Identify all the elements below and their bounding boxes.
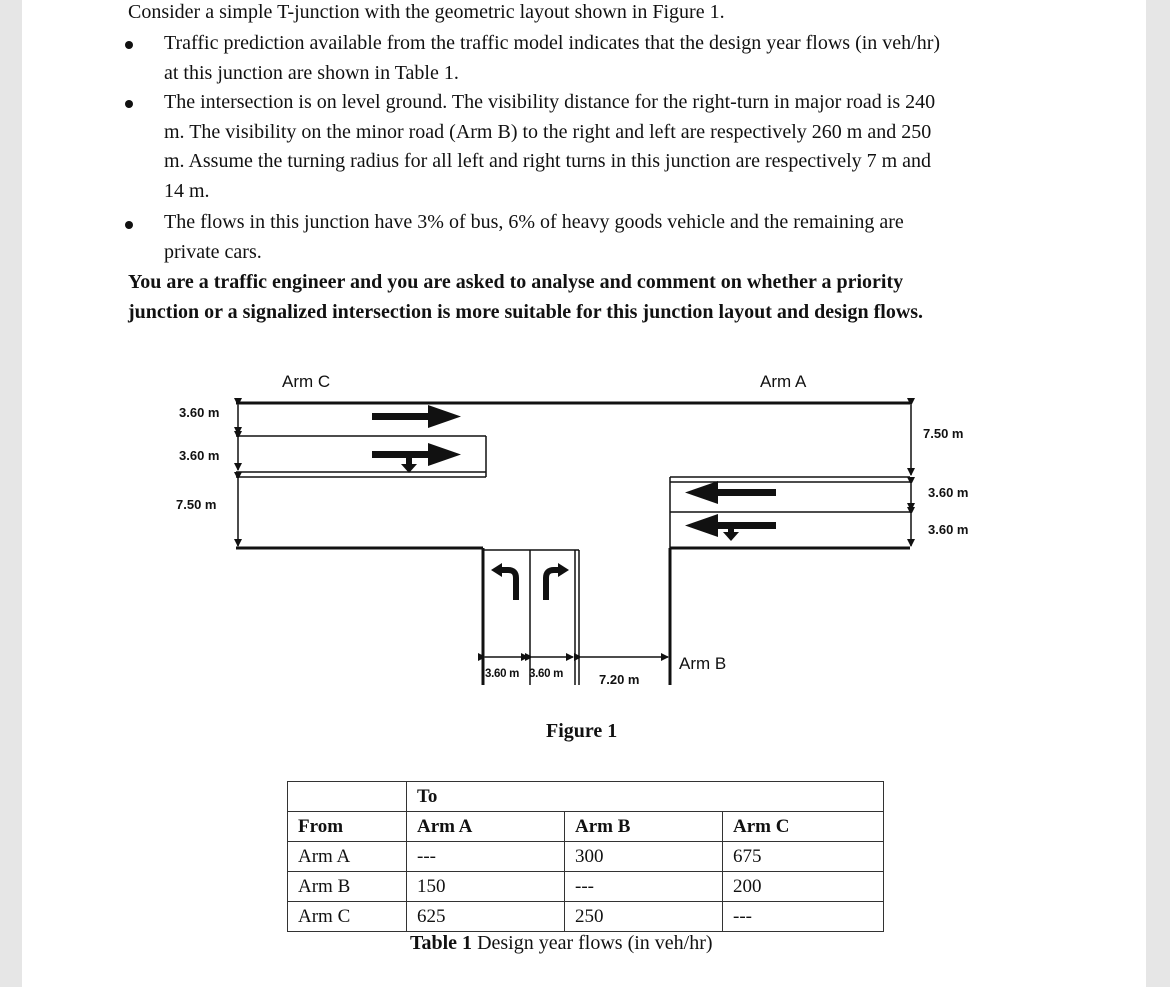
dimension-label: 3.60 m bbox=[179, 405, 220, 420]
text-line: junction or a signalized intersection is more suitable for this junction layout and design flows. bbox=[128, 300, 924, 323]
text-line: 14 m. bbox=[164, 179, 210, 202]
text-line: The flows in this junction have 3% of bus, 6% of heavy goods vehicle and the remaining are bbox=[164, 211, 904, 233]
table-cell: 625 bbox=[407, 902, 565, 932]
table-caption bbox=[410, 932, 713, 955]
lane-arrow-straight-right bbox=[685, 514, 776, 541]
lane-arrow-right-turn bbox=[546, 563, 569, 600]
table-cell: 200 bbox=[723, 872, 884, 902]
table-row bbox=[288, 872, 884, 902]
dimension-label: 7.20 m bbox=[599, 672, 640, 687]
dimension-label: 3.60 m bbox=[179, 448, 220, 463]
lane-arrow-straight-right bbox=[372, 443, 461, 473]
table-cell: --- bbox=[565, 872, 723, 902]
intro-text: Consider a simple T-junction with the geometric layout shown in Figure 1. bbox=[128, 1, 725, 23]
text-line: Traffic prediction available from the traffic model indicates that the design year flows (in veh/hr) bbox=[164, 32, 941, 54]
lane-arrow-left-turn bbox=[491, 563, 516, 600]
arm-b-label: Arm B bbox=[679, 654, 727, 673]
table-row bbox=[288, 782, 884, 812]
lane-arrow-straight-left bbox=[685, 481, 776, 504]
table-header-cell: Arm B bbox=[565, 812, 723, 842]
text-line: You are a traffic engineer and you are asked to analyse and comment on whether a priority bbox=[128, 271, 904, 293]
dimension-label: 7.50 m bbox=[176, 497, 217, 512]
figure-caption: Figure 1 bbox=[546, 720, 618, 742]
table-caption-text: Design year flows (in veh/hr) bbox=[472, 932, 713, 954]
table-row bbox=[288, 842, 884, 872]
table-row bbox=[288, 812, 884, 842]
table-cell bbox=[288, 782, 407, 812]
dimension-label: 3.60 m bbox=[928, 522, 969, 537]
table-cell: 150 bbox=[407, 872, 565, 902]
table-header-cell: Arm C bbox=[723, 812, 884, 842]
flows-table bbox=[287, 781, 884, 932]
text-line: at this junction are shown in Table 1. bbox=[164, 61, 459, 84]
text-line: private cars. bbox=[164, 240, 262, 263]
dimension-label: 3.60 m bbox=[485, 668, 520, 680]
table-cell: 300 bbox=[565, 842, 723, 872]
dimension-label: 3.60 m bbox=[928, 485, 969, 500]
text-line: m. Assume the turning radius for all left and right turns in this junction are respectively 7 m and bbox=[164, 150, 932, 173]
dimension-label: 7.50 m bbox=[923, 426, 964, 441]
table-cell: --- bbox=[407, 842, 565, 872]
table-row bbox=[288, 902, 884, 932]
to-header: To bbox=[407, 782, 884, 812]
table-cell: Arm A bbox=[288, 842, 407, 872]
table-cell: Arm C bbox=[288, 902, 407, 932]
dimension-label: 3.60 m bbox=[529, 668, 564, 680]
text-line: m. The visibility on the minor road (Arm B) to the right and left are respectively 260 m and 250 bbox=[164, 120, 932, 143]
table-cell: 675 bbox=[723, 842, 884, 872]
text-line: The intersection is on level ground. The visibility distance for the right-turn in major road is 240 bbox=[164, 91, 936, 113]
arm-c-label: Arm C bbox=[282, 372, 331, 391]
table-cell: --- bbox=[723, 902, 884, 932]
arm-a-label: Arm A bbox=[760, 372, 807, 391]
table-cell: 250 bbox=[565, 902, 723, 932]
table-caption-number: Table 1 bbox=[410, 932, 473, 954]
table-cell: Arm B bbox=[288, 872, 407, 902]
table-header-cell: From bbox=[288, 812, 407, 842]
lane-arrow-straight bbox=[372, 405, 461, 428]
table-header-cell: Arm A bbox=[407, 812, 565, 842]
